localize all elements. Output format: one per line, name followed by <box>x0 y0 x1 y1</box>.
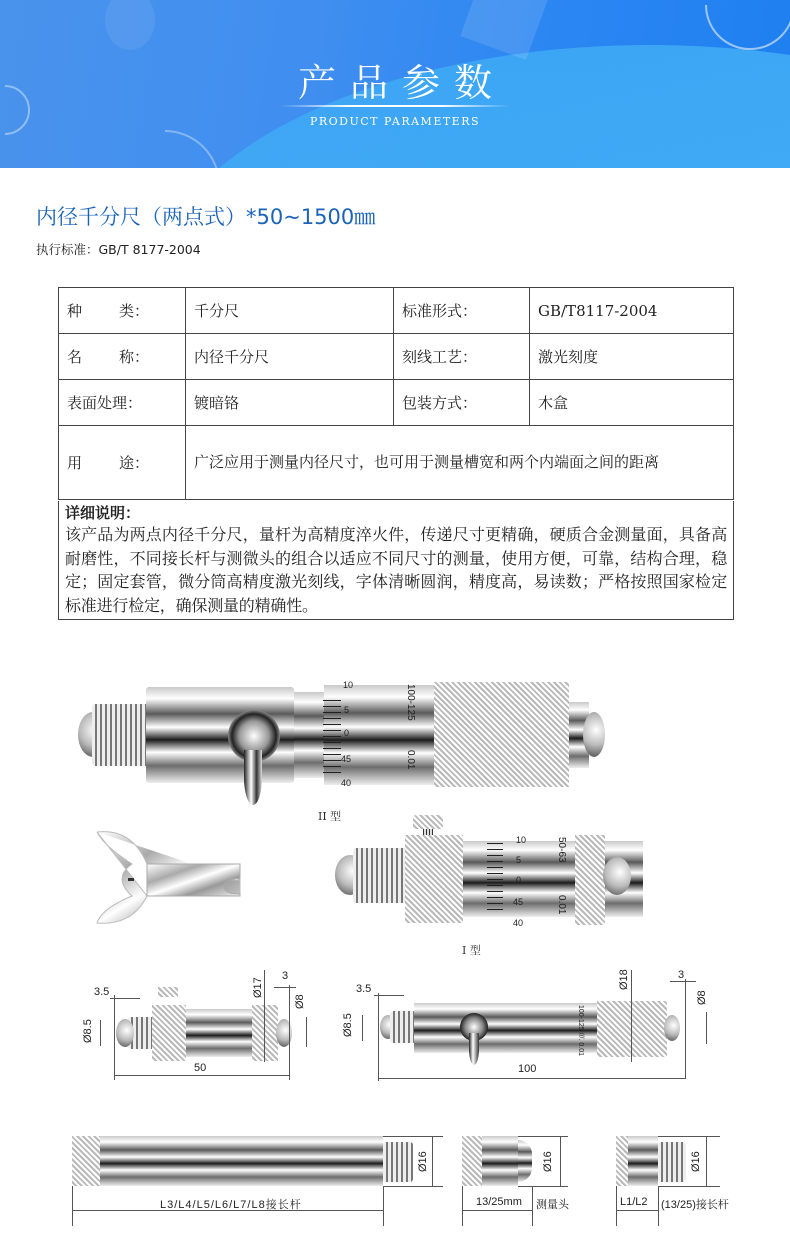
short-rod-label: (13/25)接长杆 <box>661 1199 729 1211</box>
detail-heading: 详细说明： <box>65 504 141 522</box>
dim-label: 13/25mm <box>476 1196 522 1208</box>
vernier-ticks <box>323 700 341 775</box>
spec-value: 木盒 <box>530 380 734 426</box>
dim-label: L1/L2 <box>620 1196 648 1208</box>
spec-key <box>59 288 186 334</box>
scale-label: 10 <box>343 680 354 690</box>
scale-label: 45 <box>341 754 352 764</box>
dim-label: Ø17 <box>252 977 264 998</box>
scale-label: 5 <box>344 705 350 715</box>
dim-label: Ø16 <box>542 1151 554 1172</box>
banner-subtitle: PRODUCT PARAMETERS <box>309 115 481 128</box>
range-text: 100-125 ///. 0.01 <box>577 1005 584 1056</box>
dim-label: 3.5 <box>94 986 110 998</box>
spec-key: 标准形式： <box>394 288 530 334</box>
spec-key: 包装方式： <box>394 380 530 426</box>
product-standard: 执行标准：GB/T 8177-2004 <box>36 242 201 257</box>
spec-key: 刻线工艺： <box>394 334 530 380</box>
scale-label: 0 <box>344 728 350 738</box>
dim-label: Ø16 <box>690 1151 702 1172</box>
dim-label: Ø8 <box>696 990 708 1005</box>
spec-key-part: 称： <box>118 348 149 366</box>
spec-value: GB/T8117-2004 <box>530 288 734 334</box>
dim-label: 3 <box>678 969 685 981</box>
type1-label: I 型 <box>462 944 481 957</box>
scale-label: 45 <box>513 897 524 907</box>
detail-section <box>58 501 734 620</box>
spec-value: 激光刻度 <box>530 334 734 380</box>
detail-text: 该产品为两点内径千分尺，量杆为高精度淬火件，传递尺寸更精确，硬质合金测量面，具备高耐磨性，不同接长杆与测微头的组合以适应不同尺寸的测量，使用方便，可靠，结构合理，稳定；固定套管，微分筒高精度激光刻线，字体清晰圆润，精度高，易读数；严格按照国家检定标准进行检定，确保测量的精确性。 <box>65 525 727 615</box>
table-row <box>59 334 734 380</box>
dim-label: Ø16 <box>417 1151 429 1172</box>
spec-value: 广泛应用于测量内径尺寸，也可用于测量槽宽和两个内端面之间的距离 <box>186 426 734 500</box>
table-row <box>59 426 734 500</box>
spec-key-part: 用 <box>67 454 83 472</box>
banner-arc-decoration <box>110 130 220 168</box>
scale-label: 5 <box>516 855 522 865</box>
dim-label: Ø8.5 <box>342 1013 354 1037</box>
product-title: 内径千分尺（两点式）*50~1500㎜ <box>36 205 376 229</box>
short-extension-rod-image <box>600 1120 740 1230</box>
spec-value: 内径千分尺 <box>186 334 394 380</box>
banner-divider <box>280 105 510 107</box>
scale-label: 40 <box>341 778 352 788</box>
header-banner <box>0 0 790 168</box>
dim-label: 100 <box>518 1063 537 1075</box>
table-row <box>59 288 734 334</box>
spec-value: 千分尺 <box>186 288 394 334</box>
banner-arc-decoration <box>705 0 790 50</box>
dim-label: Ø8 <box>294 994 306 1009</box>
scale-label: 0 <box>516 875 522 885</box>
spec-key-part: 名 <box>67 348 83 366</box>
dim-label: 3 <box>282 970 289 982</box>
spec-key <box>59 334 186 380</box>
rod-label: L3/L4/L5/L6/L7/L8接长杆 <box>160 1199 302 1211</box>
spec-value: 镀暗铬 <box>186 380 394 426</box>
dim-label: 50 <box>194 1062 207 1074</box>
banner-circle-decoration <box>105 0 155 50</box>
banner-title: 产品参数 <box>297 61 506 105</box>
lock-lever <box>244 750 262 805</box>
spec-table <box>58 287 734 500</box>
dim-label: 3.5 <box>356 983 372 995</box>
range-text: 100-125 <box>405 684 416 721</box>
micrometer-type1-image <box>335 815 625 935</box>
dim-label: Ø18 <box>618 969 630 990</box>
dim-label: Ø8.5 <box>82 1019 94 1043</box>
micrometer-type2-image <box>78 680 668 805</box>
dimension-drawing-50 <box>80 965 340 1085</box>
extension-rod-image <box>60 1120 450 1230</box>
wrench-image <box>92 828 242 928</box>
spec-key-part: 途： <box>118 454 149 472</box>
dimension-drawing-100 <box>340 965 730 1085</box>
spec-key: 表面处理： <box>59 380 186 426</box>
vernier-ticks <box>487 843 503 913</box>
scale-label: 10 <box>516 835 527 845</box>
type2-label: II 型 <box>318 810 342 823</box>
spec-key-part: 类： <box>118 302 149 320</box>
range-text: 50-63 <box>556 837 567 863</box>
spec-key-part: 种 <box>67 302 83 320</box>
spec-key <box>59 426 186 500</box>
resolution-text: 0.01 <box>405 750 416 770</box>
head-label: 测量头 <box>536 1199 569 1211</box>
scale-label: 40 <box>513 918 524 928</box>
measuring-head-image <box>450 1120 590 1230</box>
table-row <box>59 380 734 426</box>
resolution-text: 0.01 <box>556 895 567 915</box>
